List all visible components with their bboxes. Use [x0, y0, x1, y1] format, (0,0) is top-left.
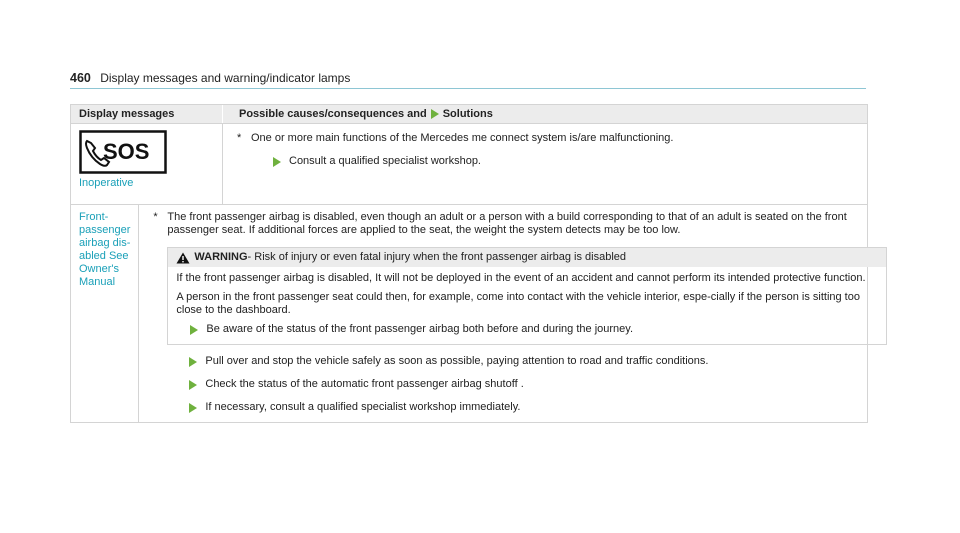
col-header-display-messages: Display messages — [71, 105, 223, 123]
cause-text: One or more main functions of the Mercedes me connect system is/are malfunctioning. — [251, 132, 674, 144]
message-label: Inoperative — [79, 177, 134, 189]
action-text: Pull over and stop the vehicle safely as soon as possible, paying attention to road and traffic conditions. — [205, 355, 709, 367]
warning-title: - Risk of injury or even fatal injury when the front passenger airbag is disabled — [247, 251, 627, 263]
arrow-right-icon — [189, 380, 197, 390]
action-item — [189, 355, 887, 368]
svg-text:SOS: SOS — [103, 139, 150, 164]
col-header-causes — [223, 105, 867, 123]
page-number: 460 — [70, 71, 91, 85]
sos-phone-icon — [79, 130, 167, 174]
page-header-title: Display messages and warning/indicator lamps — [100, 71, 351, 85]
table-row — [71, 205, 867, 422]
arrow-right-icon — [189, 403, 197, 413]
message-label: Front-passenger airbag dis- abled See Owner's Manual — [79, 211, 131, 288]
warning-paragraph: If the front passenger airbag is disabled, It will not be deployed in the event of an accident and cannot perform its intended protective function. — [176, 272, 866, 284]
message-cell — [71, 124, 223, 204]
arrow-right-icon — [431, 109, 439, 119]
warning-header — [168, 248, 886, 267]
display-messages-table — [70, 104, 868, 423]
action-item — [189, 401, 887, 414]
warning-box — [167, 247, 887, 345]
cause-cell — [139, 205, 897, 422]
arrow-right-icon — [189, 357, 197, 367]
warning-action-text: Be aware of the status of the front passenger airbag both before and during the journey. — [206, 323, 634, 335]
col-header-solutions-label: Solutions — [442, 108, 493, 120]
warning-keyword: WARNING — [194, 251, 248, 263]
warning-body — [168, 267, 886, 344]
warning-paragraph: A person in the front passenger seat could then, for example, come into contact with the vehicle interior, espe-cially if the person is sitting too close to the dashboard. — [176, 291, 860, 316]
action-item — [189, 378, 887, 391]
header-rule — [70, 88, 866, 89]
action-item — [273, 155, 857, 168]
action-text: Check the status of the automatic front passenger airbag shutoff . — [205, 378, 524, 390]
warning-action — [190, 323, 878, 336]
page-header — [70, 71, 350, 85]
warning-triangle-icon — [176, 252, 190, 264]
action-text: If necessary, consult a qualified specialist workshop immediately. — [205, 401, 521, 413]
footnote-mark: * — [153, 211, 158, 223]
action-text: Consult a qualified specialist workshop. — [289, 155, 481, 167]
cause-cell — [223, 124, 867, 204]
arrow-right-icon — [190, 325, 198, 335]
col-header-causes-label: Possible causes/consequences and — [239, 108, 427, 120]
table-row — [71, 124, 867, 205]
footnote-mark: * — [237, 132, 242, 144]
arrow-right-icon — [273, 157, 281, 167]
cause-text: The front passenger airbag is disabled, even though an adult or a person with a build corresponding to that of an adult is seated on the front passenger seat. If additional forces are applied to the seat, the weight the system detects may be too low. — [167, 211, 847, 236]
table-header — [71, 105, 867, 124]
message-cell — [71, 205, 139, 422]
